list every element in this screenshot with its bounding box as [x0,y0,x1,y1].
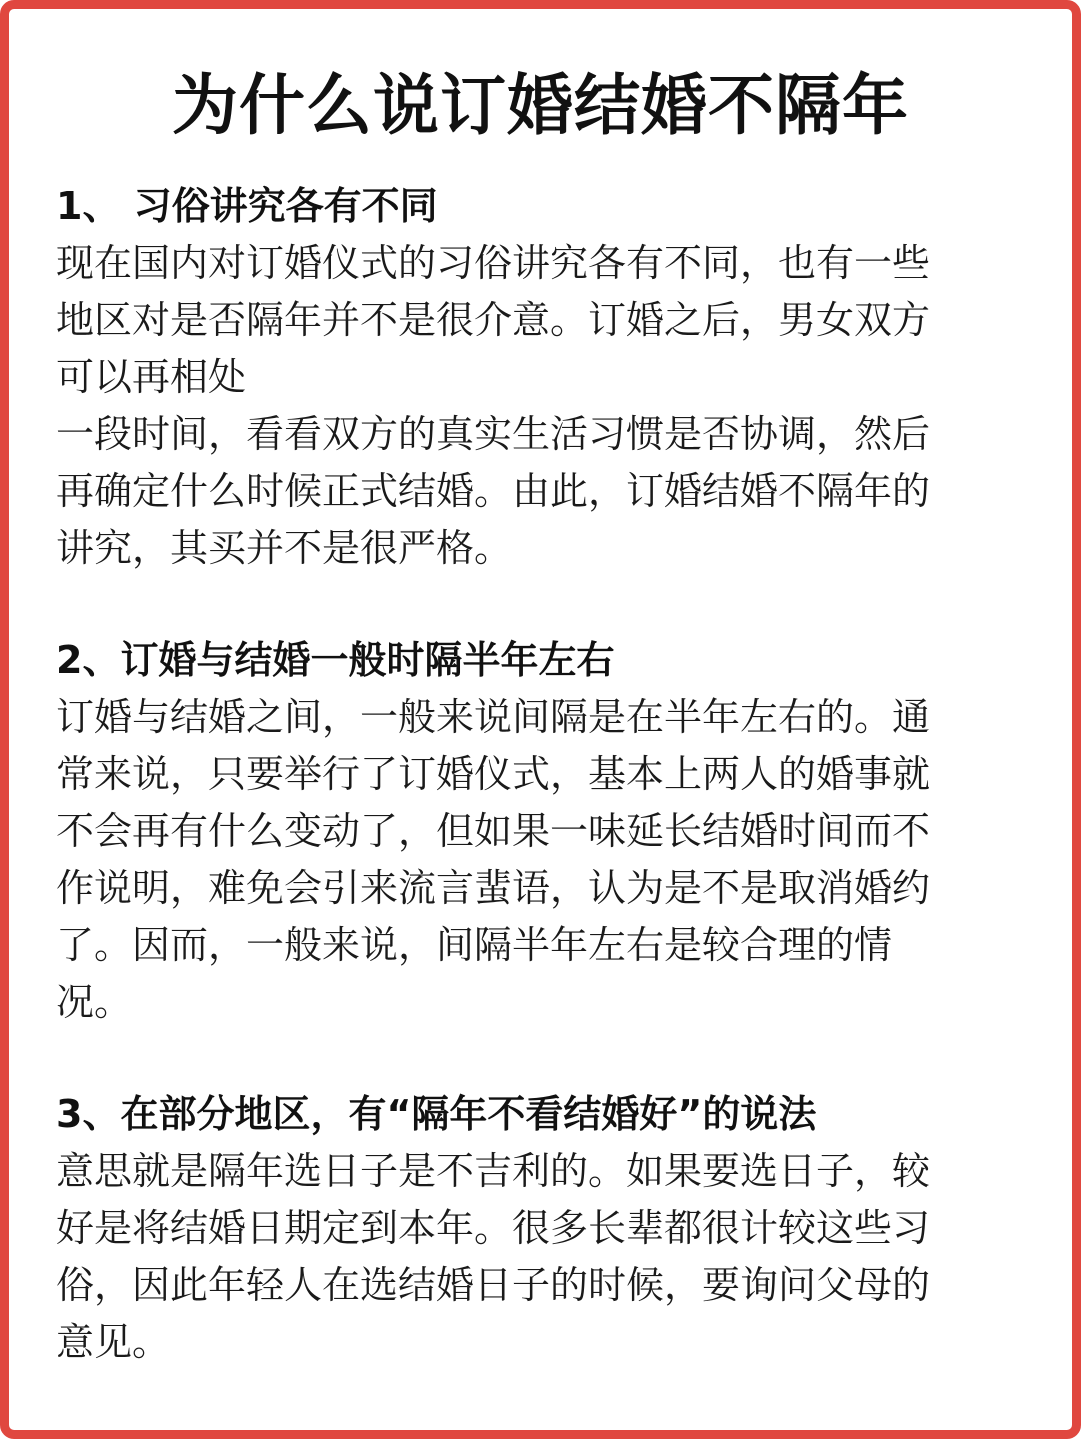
section-heading: 2、订婚与结婚一般时隔半年左右 [56,638,615,682]
paragraph-line: 好是将结婚日期定到本年。很多长辈都很计较这些习 [56,1206,931,1250]
paragraph-line: 可以再相处 [56,355,247,399]
paragraph-line: 了。因而，一般来说，间隔半年左右是较合理的情 [56,923,893,967]
paragraph-line: 订婚与结婚之间，一般来说间隔是在半年左右的。通 [56,695,931,739]
paragraph-line: 讲究，其买并不是很严格。 [56,526,513,570]
paragraph-line: 常来说，只要举行了订婚仪式，基本上两人的婚事就 [56,752,931,796]
paragraph-line: 现在国内对订婚仪式的习俗讲究各有不同，也有一些 [56,241,931,285]
page-title: 为什么说订婚结婚不隔年 [172,67,909,144]
paragraph-line: 况。 [56,980,133,1024]
section-half-year-interval [56,632,996,1031]
section-regional-saying [56,1086,996,1371]
section-heading: 1、 习俗讲究各有不同 [56,184,438,228]
paragraph-line: 意思就是隔年选日子是不吉利的。如果要选日子，较 [56,1149,931,1193]
paragraph-line: 一段时间，看看双方的真实生活习惯是否协调，然后 [56,412,931,456]
section-heading: 3、在部分地区，有“隔年不看结婚好”的说法 [56,1092,817,1136]
paragraph-line: 俗，因此年轻人在选结婚日子的时候，要询问父母的 [56,1263,931,1307]
paragraph-line: 再确定什么时候正式结婚。由此，订婚结婚不隔年的 [56,469,931,513]
paragraph-line: 意见。 [56,1320,171,1364]
paragraph-line: 地区对是否隔年并不是很介意。订婚之后，男女双方 [56,298,931,342]
paragraph-line: 作说明，难免会引来流言蜚语，认为是不是取消婚约 [56,866,931,910]
section-customs-differ [56,178,996,577]
paragraph-line: 不会再有什么变动了，但如果一味延长结婚时间而不 [56,809,931,853]
